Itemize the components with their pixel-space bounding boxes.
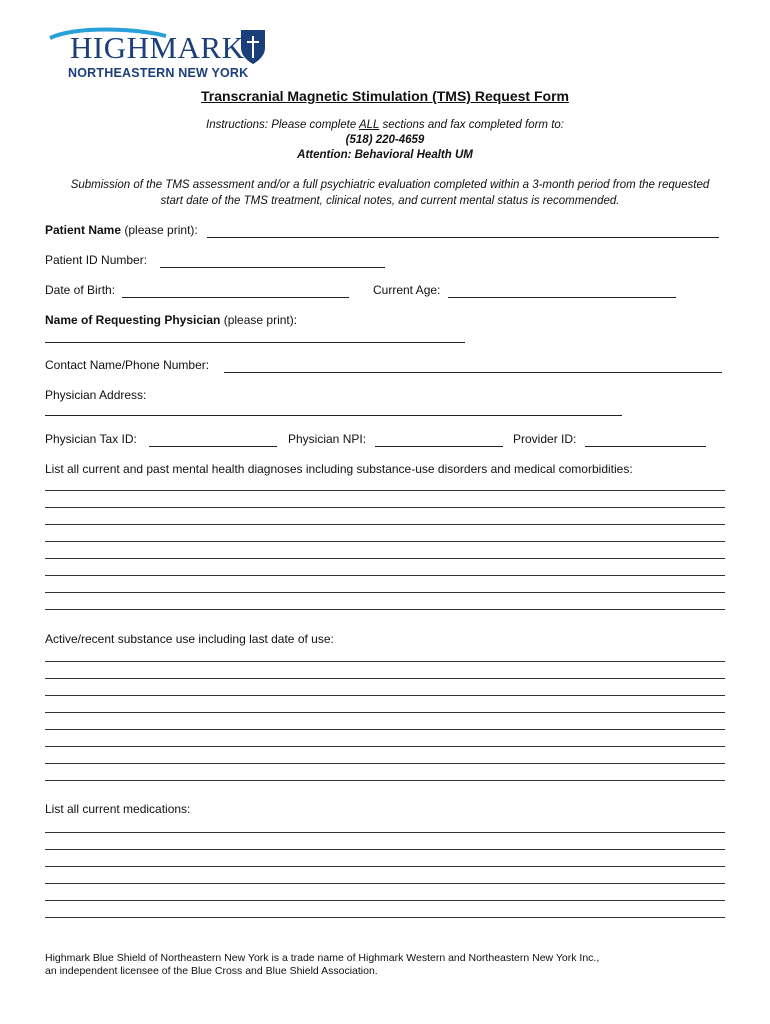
physician-name-row: [45, 313, 297, 327]
instructions-line: [0, 119, 770, 131]
diagnoses-line[interactable]: [45, 490, 725, 491]
fax-number: (518) 220-4659: [345, 134, 425, 146]
instructions-emphasis: ALL: [358, 119, 380, 131]
substance-line[interactable]: [45, 678, 725, 679]
age-input[interactable]: [448, 296, 676, 298]
patient-id-label: Patient ID Number:: [45, 253, 148, 267]
contact-input[interactable]: [224, 371, 722, 373]
diagnoses-line[interactable]: [45, 524, 725, 525]
contact-label: Contact Name/Phone Number:: [45, 358, 210, 372]
highmark-logo: [46, 26, 276, 80]
diagnoses-line[interactable]: [45, 541, 725, 542]
substance-line[interactable]: [45, 712, 725, 713]
substance-label: Active/recent substance use including last date of use:: [45, 632, 334, 646]
patient-id-input[interactable]: [160, 266, 385, 268]
footer: [45, 952, 599, 978]
diagnoses-line[interactable]: [45, 575, 725, 576]
patient-name-row: [45, 223, 198, 237]
medications-label: List all current medications:: [45, 802, 191, 816]
tax-id-label: Physician Tax ID:: [45, 432, 137, 446]
diagnoses-line[interactable]: [45, 592, 725, 593]
dob-label: Date of Birth:: [45, 283, 116, 297]
diagnoses-line[interactable]: [45, 507, 725, 508]
substance-line[interactable]: [45, 661, 725, 662]
medications-line[interactable]: [45, 917, 725, 918]
instructions-text: Instructions: Please complete: [206, 119, 359, 131]
footer-line-2: an independent licensee of the Blue Cross and Blue Shield Association.: [45, 965, 378, 977]
instructions-text-end: sections and fax completed form to:: [379, 119, 564, 131]
diagnoses-line[interactable]: [45, 558, 725, 559]
provider-id-input[interactable]: [585, 445, 706, 447]
address-input[interactable]: [45, 414, 622, 416]
medications-line[interactable]: [45, 866, 725, 867]
age-label: Current Age:: [373, 283, 441, 297]
medications-line[interactable]: [45, 900, 725, 901]
medications-line[interactable]: [45, 849, 725, 850]
diagnoses-label: List all current and past mental health diagnoses including substance-use disorders and medical comorbidities:: [45, 462, 633, 476]
npi-input[interactable]: [375, 445, 503, 447]
address-label: Physician Address:: [45, 388, 147, 402]
substance-line[interactable]: [45, 763, 725, 764]
npi-label: Physician NPI:: [288, 432, 367, 446]
substance-line[interactable]: [45, 780, 725, 781]
physician-name-hint: (please print):: [220, 313, 298, 327]
substance-line[interactable]: [45, 746, 725, 747]
dob-input[interactable]: [122, 296, 349, 298]
substance-line[interactable]: [45, 729, 725, 730]
substance-line[interactable]: [45, 695, 725, 696]
patient-name-hint: (please print):: [121, 223, 198, 237]
logo-region: NORTHEASTERN NEW YORK: [68, 66, 249, 80]
diagnoses-line[interactable]: [45, 609, 725, 610]
tax-id-input[interactable]: [149, 445, 277, 447]
physician-name-input[interactable]: [45, 341, 465, 343]
footer-line-1: Highmark Blue Shield of Northeastern New York is a trade name of Highmark Western and Northeastern New York Inc.,: [45, 952, 600, 964]
medications-line[interactable]: [45, 883, 725, 884]
physician-name-label: Name of Requesting Physician: [45, 313, 221, 327]
attention-line: Attention: Behavioral Health UM: [297, 149, 473, 161]
medications-line[interactable]: [45, 832, 725, 833]
logo-wordmark: HIGHMARK.: [70, 30, 253, 65]
patient-name-label: Patient Name: [45, 223, 122, 237]
form-title: Transcranial Magnetic Stimulation (TMS) Request Form: [201, 88, 569, 104]
patient-name-input[interactable]: [207, 236, 719, 238]
submission-note: Submission of the TMS assessment and/or a full psychiatric evaluation completed within a 3-month period from the requested start date of the TMS treatment, clinical notes, and current mental status is recommended.: [70, 179, 710, 207]
provider-id-label: Provider ID:: [513, 432, 577, 446]
